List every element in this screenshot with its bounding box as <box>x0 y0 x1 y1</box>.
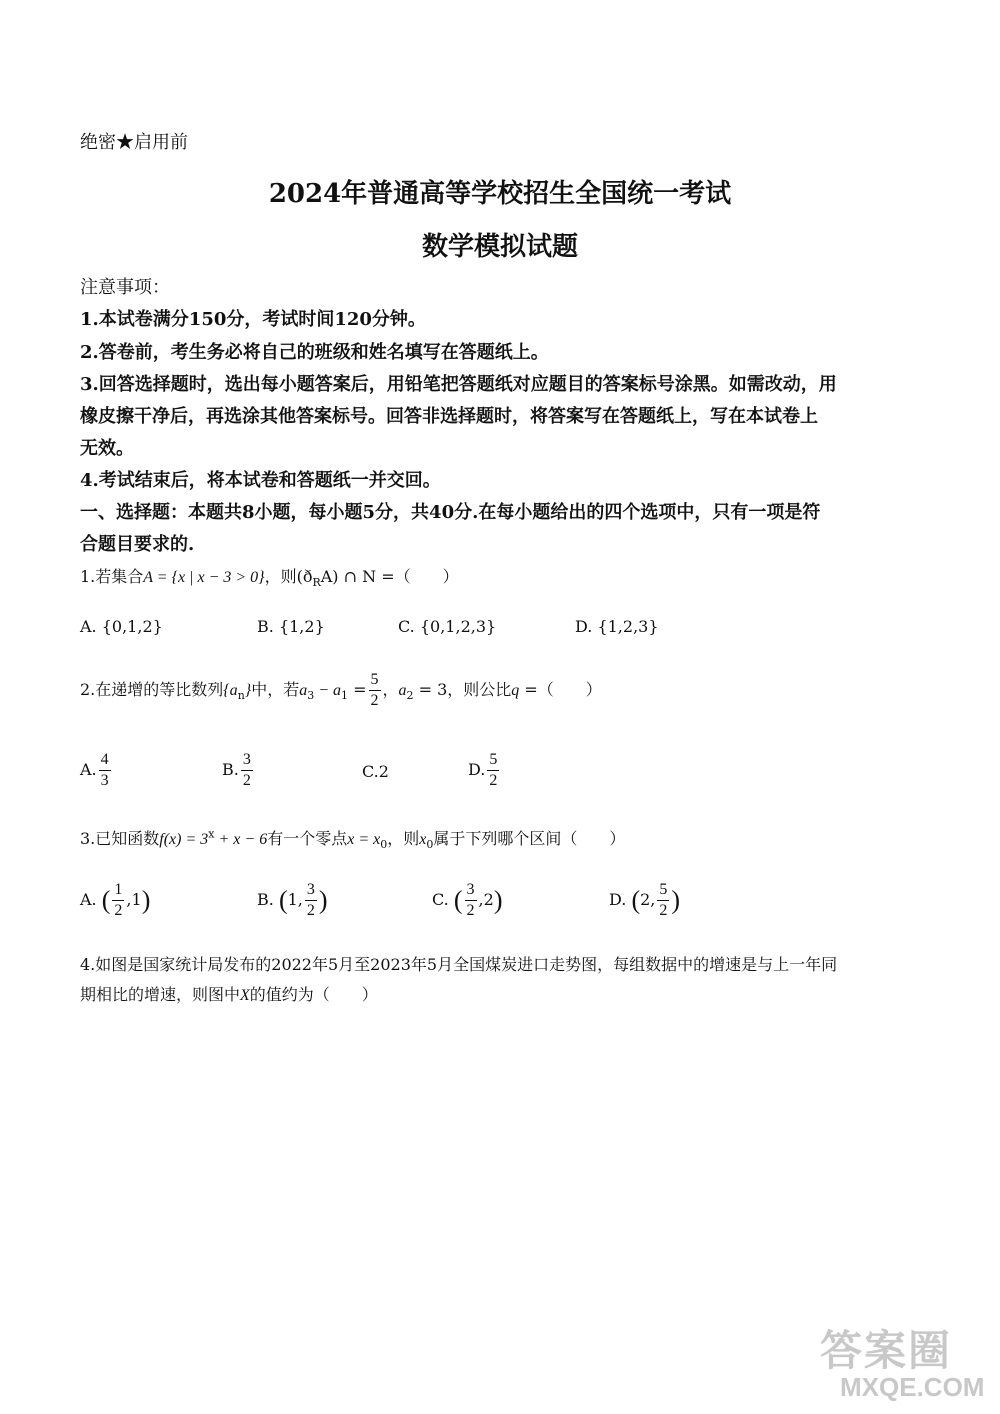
notice-item-4: 4.考试结束后，将本试卷和答题纸一并交回。 <box>80 470 441 491</box>
option-fraction <box>99 750 111 791</box>
q1-option-a[interactable] <box>80 617 163 636</box>
frac-num: 5 <box>487 750 499 771</box>
close-paren: ) <box>493 885 503 915</box>
frac-den: 2 <box>466 902 475 919</box>
option-letter: B. <box>257 890 274 909</box>
q2-q-eq: = <box>519 680 538 699</box>
option-letter: B. <box>257 617 274 636</box>
q3-option-c[interactable]: C. ( $\frac{3}{2}$ ,2) <box>432 881 503 919</box>
confidential-label: 绝密★启用前 <box>80 132 188 153</box>
open-paren: ( <box>101 885 111 915</box>
q1-mid: ，则 <box>264 567 297 586</box>
q1-option-c[interactable] <box>398 617 496 636</box>
exam-title: 2024年普通高等学校招生全国统一考试 <box>268 179 732 209</box>
q2-a2-sub: 2 <box>406 689 414 703</box>
q3-x0: x <box>419 831 427 848</box>
frac-num: 4 <box>99 750 111 771</box>
q2-a2: a <box>398 682 407 699</box>
frac-num: 3 <box>465 880 477 901</box>
q3-function-tail: + x − 6 <box>214 831 268 848</box>
option-value: {0,1,2,3} <box>419 617 497 636</box>
q2-a2-val: = 3 <box>413 680 448 699</box>
q2-option-c[interactable] <box>362 762 389 781</box>
option-value: {1,2} <box>278 617 325 636</box>
frac-den: 2 <box>306 902 315 919</box>
q1-complement-sub: R <box>312 576 321 590</box>
q1-answer-paren: （ ） <box>394 567 459 586</box>
q2-mid: 中，若 <box>251 680 300 699</box>
q3-exponent: x <box>208 827 215 841</box>
option-fraction <box>305 880 317 921</box>
question-1 <box>80 564 459 589</box>
option-letter: D. <box>609 890 627 909</box>
option-fraction <box>657 880 669 921</box>
option-letter: D. <box>575 617 593 636</box>
q2-seq-sub: n <box>237 689 245 703</box>
q3-x-eq: x = x <box>347 831 381 848</box>
q3-mid: 有一个零点 <box>267 829 348 848</box>
frac-num: 5 <box>369 670 381 691</box>
open-paren: ( <box>278 885 288 915</box>
option-letter: A. <box>80 617 97 636</box>
q1-prefix: 1.若集合 <box>80 567 144 586</box>
q2-tail: ，则公比 <box>447 680 512 699</box>
q2-comma: ， <box>382 680 399 699</box>
option-letter: B. <box>222 760 239 779</box>
q2-option-a[interactable] <box>80 750 113 791</box>
q3-tail2: 属于下列哪个区间（ ） <box>433 829 626 848</box>
frac-den: 2 <box>659 902 668 919</box>
q3-option-d[interactable]: D. (2, $\frac{5}{2}$ ) <box>609 881 681 919</box>
q2-a1-sub: 1 <box>341 689 348 703</box>
frac-num: 3 <box>305 880 317 901</box>
notice-heading: 注意事项： <box>80 277 170 298</box>
frac-num: 1 <box>112 880 124 901</box>
q3-function: f(x) = 3 <box>159 831 209 848</box>
frac-den: 3 <box>100 772 109 789</box>
option-letter: C. <box>432 890 449 909</box>
notice-item-2: 2.答卷前，考生务必将自己的班级和姓名填写在答题纸上。 <box>80 342 549 363</box>
option-fraction <box>465 880 477 921</box>
open-paren: ( <box>453 885 463 915</box>
option-value: 2 <box>378 762 389 781</box>
q2-fraction <box>369 670 381 711</box>
option-letter: C. <box>362 762 379 781</box>
q1-complement: (ð <box>296 567 313 586</box>
option-value: {0,1,2} <box>101 617 163 636</box>
close-paren: ) <box>141 885 151 915</box>
notice-item-3-line1: 3.回答选择题时，选出每小题答案后，用铅笔把答题纸对应题目的答案标号涂黑。如需改动，用 <box>80 374 837 395</box>
q2-answer-paren: （ ） <box>537 680 602 699</box>
frac-den: 2 <box>370 692 379 709</box>
q1-option-d[interactable] <box>575 617 659 636</box>
q2-option-b[interactable] <box>222 750 255 791</box>
q2-q: q <box>511 682 520 699</box>
option-fraction <box>241 750 253 791</box>
q1-option-b[interactable] <box>257 617 325 636</box>
close-paren: ) <box>671 885 681 915</box>
question-4-line2 <box>80 982 378 1005</box>
frac-num: 5 <box>657 880 669 901</box>
question-4-line1: 4.如图是国家统计局发布的2022年5月至2023年5月全国煤炭进口走势图，每组数据中的增速是与上一年同 <box>80 955 838 974</box>
option-value: {1,2,3} <box>597 617 659 636</box>
exam-subtitle: 数学模拟试题 <box>421 232 578 262</box>
interval-right: 1 <box>131 890 142 909</box>
option-letter: A. <box>80 890 97 909</box>
q3-option-b[interactable]: B. (1, $\frac{3}{2}$ ) <box>257 881 328 919</box>
question-2 <box>80 670 602 711</box>
q2-a3: a <box>299 682 308 699</box>
q3-x0-sub: 0 <box>426 838 434 852</box>
option-letter: D. <box>468 760 486 779</box>
notice-item-1: 1.本试卷满分150分，考试时间120分钟。 <box>80 309 426 330</box>
option-letter: C. <box>398 617 415 636</box>
q2-seq-end: } <box>244 682 252 699</box>
q1-set-def: A = {x | x − 3 > 0} <box>143 569 265 586</box>
q1-expr-tail: A) ∩ N = <box>320 567 395 586</box>
option-letter: A. <box>80 760 97 779</box>
question-3 <box>80 826 625 851</box>
q4-line2-a: 期相比的增速，则图中 <box>80 985 241 1004</box>
q2-a3-sub: 3 <box>307 689 315 703</box>
q4-x: X <box>240 987 250 1004</box>
open-paren: ( <box>631 885 641 915</box>
interval-left: 1 <box>287 890 298 909</box>
frac-den: 2 <box>242 772 251 789</box>
notice-item-3-line2: 橡皮擦干净后，再选涂其他答案标号。回答非选择题时，将答案写在答题纸上，写在本试卷上 <box>80 406 818 427</box>
section-heading-line1: 一、选择题：本题共8小题，每小题5分，共40分.在每小题给出的四个选项中，只有一项是符 <box>80 502 821 523</box>
frac-num: 3 <box>241 750 253 771</box>
q2-minus-a1: − a <box>314 682 341 699</box>
q2-eq: = <box>348 680 367 699</box>
close-paren: ) <box>318 885 328 915</box>
interval-right: 2 <box>483 890 494 909</box>
section-heading-line2: 合题目要求的. <box>80 534 195 555</box>
option-fraction <box>487 750 499 791</box>
option-fraction <box>112 880 124 921</box>
frac-den: 2 <box>489 772 498 789</box>
watermark-logo: 答案圈 <box>820 1327 953 1374</box>
frac-den: 2 <box>114 902 123 919</box>
q3-prefix: 3.已知函数 <box>80 829 160 848</box>
interval-left: 2 <box>640 890 651 909</box>
notice-item-3-line3: 无效。 <box>80 438 134 459</box>
q4-line2-b: 的值约为（ ） <box>249 985 378 1004</box>
q2-seq: {a <box>223 682 238 699</box>
watermark-url: MXQE.COM <box>840 1372 985 1402</box>
q3-x-sub: 0 <box>380 838 388 852</box>
q3-option-a[interactable]: A. ( $\frac{1}{2}$ ,1) <box>80 881 151 919</box>
q3-tail1: ，则 <box>387 829 420 848</box>
q2-prefix: 2.在递增的等比数列 <box>80 680 224 699</box>
q2-option-d[interactable] <box>468 750 501 791</box>
